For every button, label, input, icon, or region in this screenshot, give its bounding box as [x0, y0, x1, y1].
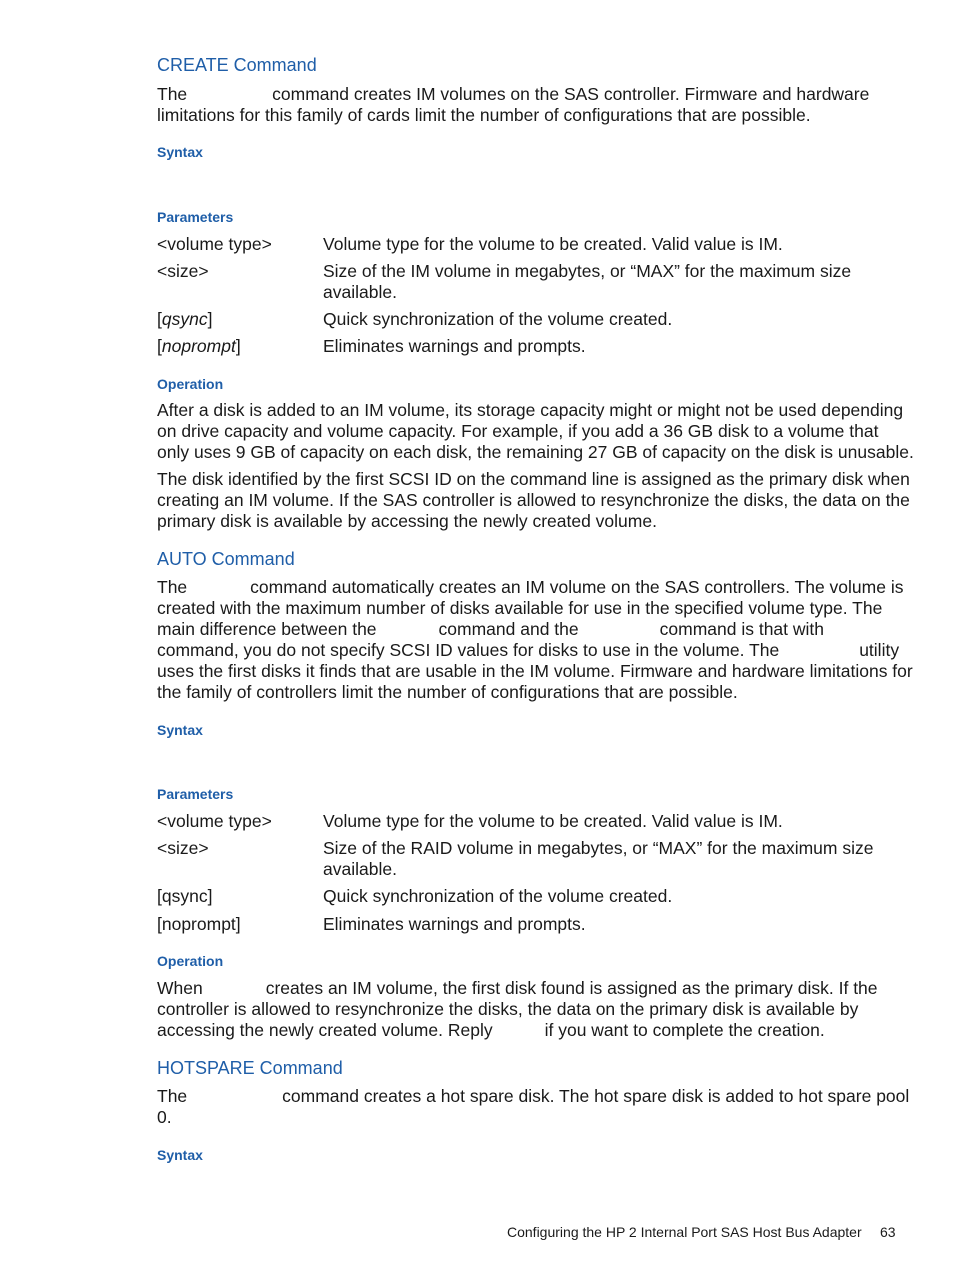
- create-param-noprompt: [157, 336, 241, 357]
- auto-intro-line4-b: utility: [859, 640, 900, 660]
- auto-param-volume-type-desc: Volume type for the volume to be created. Valid value is IM.: [323, 811, 783, 831]
- page-number: 63: [880, 1224, 896, 1240]
- create-intro-line2: limitations for this family of cards limit the number of configurations that are possible.: [157, 105, 811, 125]
- create-operation-p2-line1: The disk identified by the first SCSI ID on the command line is assigned as the primary disk when: [157, 469, 910, 489]
- auto-intro-line3-b: command and the: [438, 619, 579, 639]
- create-parameters-label: Parameters: [157, 209, 234, 225]
- create-operation-paragraph-1: [157, 400, 914, 463]
- auto-operation-line2: controller is allowed to resynchronize the disks, the data on the primary disk is available by: [157, 999, 859, 1019]
- auto-operation-line3-b: if you want to complete the creation.: [544, 1020, 825, 1040]
- param-name-noprompt: noprompt: [161, 336, 236, 356]
- create-operation-paragraph-2: [157, 469, 910, 532]
- create-command-heading: CREATE Command: [157, 55, 317, 75]
- create-syntax-label: Syntax: [157, 144, 203, 160]
- create-operation-label: Operation: [157, 376, 224, 392]
- create-param-volume-type-desc: Volume type for the volume to be created. Valid value is IM.: [323, 234, 783, 254]
- hotspare-intro-line2: 0.: [157, 1107, 172, 1127]
- auto-param-volume-type: <volume type>: [157, 811, 272, 831]
- auto-parameters-label: Parameters: [157, 786, 234, 802]
- create-operation-p1-line1: After a disk is added to an IM volume, its storage capacity might or might not be used depending: [157, 400, 904, 420]
- create-intro-the: The: [157, 84, 188, 104]
- auto-intro-line1: command automatically creates an IM volume on the SAS controllers. The volume is: [250, 577, 904, 597]
- auto-operation-line3-a: accessing the newly created volume. Reply: [157, 1020, 493, 1040]
- bracket-open: [: [157, 309, 162, 329]
- param-name-qsync: qsync: [161, 309, 208, 329]
- auto-param-qsync-desc: Quick synchronization of the volume created.: [323, 886, 673, 906]
- bracket-open: [: [157, 336, 162, 356]
- auto-operation-line1: creates an IM volume, the first disk found is assigned as the primary disk. If the: [265, 978, 878, 998]
- auto-param-size-desc: Size of the RAID volume in megabytes, or “MAX” for the maximum size available.: [323, 838, 874, 879]
- create-param-size-desc: Size of the IM volume in megabytes, or “MAX” for the maximum size available.: [323, 261, 852, 302]
- auto-operation-when: When: [157, 978, 203, 998]
- auto-intro-line5: uses the first disks it finds that are usable in the IM volume. Firmware and hardware limitations for: [157, 661, 913, 681]
- hotspare-syntax-label: Syntax: [157, 1147, 203, 1163]
- auto-param-size: <size>: [157, 838, 209, 858]
- create-operation-p2-line3: primary disk is available by accessing the newly created volume.: [157, 511, 657, 531]
- bracket-close: ]: [235, 336, 241, 356]
- auto-command-heading: AUTO Command: [157, 549, 295, 569]
- create-param-volume-type: <volume type>: [157, 234, 272, 254]
- hotspare-intro-the: The: [157, 1086, 188, 1106]
- auto-intro-the: The: [157, 577, 188, 597]
- auto-param-noprompt-desc: Eliminates warnings and prompts.: [323, 914, 586, 934]
- create-operation-p1-line3: only uses 9 GB of capacity on each disk, the remaining 27 GB of capacity on the disk is unusable.: [157, 442, 914, 462]
- bracket-close: ]: [207, 309, 213, 329]
- auto-syntax-label: Syntax: [157, 722, 203, 738]
- create-param-noprompt-desc: Eliminates warnings and prompts.: [323, 336, 586, 356]
- create-param-qsync-desc: Quick synchronization of the volume created.: [323, 309, 673, 329]
- auto-param-noprompt: [noprompt]: [157, 914, 241, 934]
- auto-operation-label: Operation: [157, 953, 224, 969]
- auto-param-qsync: [qsync]: [157, 886, 213, 906]
- auto-intro-line4-a: command, you do not specify SCSI ID values for disks to use in the volume. The: [157, 640, 780, 660]
- hotspare-intro-paragraph: [157, 1086, 910, 1128]
- create-operation-p1-line2: on drive capacity and volume capacity. For example, if you add a 36 GB disk to a volume that: [157, 421, 879, 441]
- create-intro-paragraph: [157, 84, 902, 126]
- hotspare-command-heading: HOTSPARE Command: [157, 1058, 343, 1078]
- create-intro-line1: command creates IM volumes on the SAS controller. Firmware and hardware: [272, 84, 870, 104]
- auto-intro-line3-a: main difference between the: [157, 619, 377, 639]
- auto-intro-line6: the family of controllers limit the number of configurations that are possible.: [157, 682, 738, 702]
- auto-intro-paragraph: [157, 577, 913, 703]
- auto-intro-line3-c: command is that with: [659, 619, 825, 639]
- create-param-qsync: [157, 309, 212, 330]
- hotspare-intro-line1: command creates a hot spare disk. The hot spare disk is added to hot spare pool: [282, 1086, 910, 1106]
- auto-intro-line2: created with the maximum number of disks available for use in the specified volume type. The: [157, 598, 883, 618]
- create-param-size: <size>: [157, 261, 209, 281]
- footer-title: Configuring the HP 2 Internal Port SAS Host Bus Adapter: [507, 1224, 862, 1240]
- create-operation-p2-line2: creating an IM volume. If the SAS controller is allowed to resynchronize the disks, the data on the: [157, 490, 910, 510]
- auto-operation-paragraph: [157, 978, 902, 1041]
